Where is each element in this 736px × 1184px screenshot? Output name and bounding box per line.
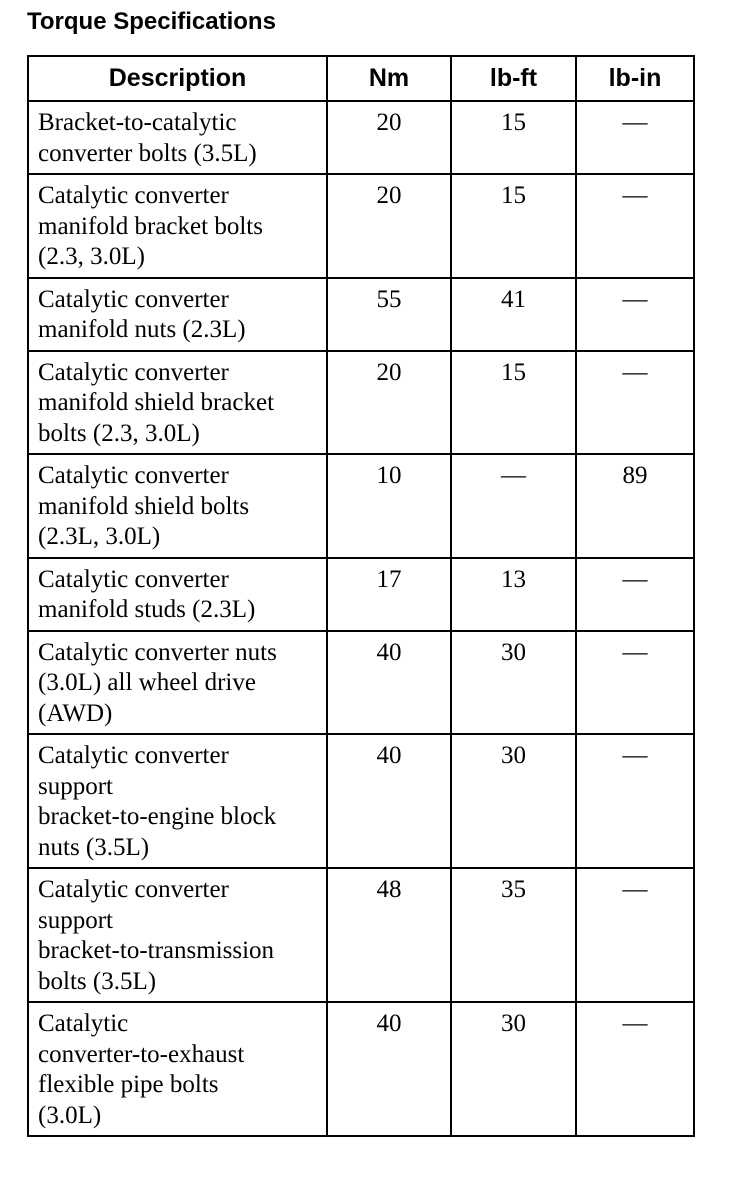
description-line: manifold bracket bolts — [38, 212, 263, 240]
description-line: support — [38, 906, 113, 934]
torque-spec-table — [27, 55, 695, 1137]
description-line: manifold studs (2.3L) — [38, 596, 256, 623]
lbft-cell: 13 — [451, 558, 576, 631]
description-line: nuts (3.5L) — [38, 833, 150, 861]
nm-cell: 20 — [327, 101, 451, 174]
description-cell — [28, 278, 327, 351]
nm-cell: 20 — [327, 174, 451, 278]
description-line: bolts (2.3, 3.0L) — [38, 419, 200, 447]
description-line: Bracket-to-catalytic — [38, 109, 237, 136]
nm-cell: 17 — [327, 558, 451, 631]
description-line: Catalytic converter — [38, 876, 229, 903]
nm-cell: 20 — [327, 351, 451, 455]
description-line: support — [38, 772, 113, 800]
lbin-cell: — — [576, 734, 694, 868]
description-cell — [28, 734, 327, 868]
description-line: Catalytic converter — [38, 358, 229, 386]
lbin-cell: — — [576, 278, 694, 351]
lbft-cell: 15 — [451, 351, 576, 455]
table-row — [28, 734, 694, 868]
description-line: manifold nuts (2.3L) — [38, 316, 246, 343]
description-line: Catalytic converter — [38, 462, 229, 489]
description-line: (2.3L, 3.0L) — [38, 523, 161, 550]
description-line: converter-to-exhaust — [38, 1040, 245, 1068]
table-row — [28, 351, 694, 455]
lbft-cell: 30 — [451, 1002, 576, 1136]
description-line: (2.3, 3.0L) — [38, 243, 145, 270]
description-cell — [28, 1002, 327, 1136]
description-cell — [28, 631, 327, 735]
description-line: Catalytic — [38, 1010, 129, 1037]
description-line: bolts (3.5L) — [38, 967, 157, 995]
description-line: manifold shield bracket — [38, 389, 275, 416]
description-cell — [28, 351, 327, 455]
lbin-cell: — — [576, 1002, 694, 1136]
lbft-cell: 41 — [451, 278, 576, 351]
description-cell — [28, 174, 327, 278]
nm-cell: 10 — [327, 454, 451, 558]
description-line: bracket-to-engine block — [38, 803, 277, 830]
table-row — [28, 631, 694, 735]
description-cell — [28, 101, 327, 174]
table-body — [28, 101, 694, 1136]
nm-cell: 48 — [327, 868, 451, 1002]
table-header-row — [28, 56, 694, 101]
lbft-cell: 15 — [451, 174, 576, 278]
description-line: (3.0L) — [38, 1101, 102, 1129]
lbin-cell: — — [576, 868, 694, 1002]
lbft-cell: — — [451, 454, 576, 558]
lbin-cell: 89 — [576, 454, 694, 558]
nm-cell: 40 — [327, 1002, 451, 1136]
description-line: Catalytic converter nuts — [38, 638, 277, 666]
header-lbin: lb-in — [576, 56, 694, 101]
table-row — [28, 278, 694, 351]
description-cell — [28, 558, 327, 631]
lbin-cell: — — [576, 174, 694, 278]
nm-cell: 55 — [327, 278, 451, 351]
table-row — [28, 558, 694, 631]
header-description: Description — [28, 56, 327, 101]
description-line: (AWD) — [38, 699, 113, 727]
description-line: Catalytic converter — [38, 565, 229, 593]
nm-cell: 40 — [327, 734, 451, 868]
description-line: (3.0L) all wheel drive — [38, 669, 256, 696]
lbft-cell: 15 — [451, 101, 576, 174]
description-line: Catalytic converter — [38, 182, 229, 209]
lbin-cell: — — [576, 631, 694, 735]
table-row — [28, 454, 694, 558]
page-title: Torque Specifications — [27, 8, 276, 35]
lbft-cell: 30 — [451, 734, 576, 868]
table-row — [28, 1002, 694, 1136]
table-row — [28, 174, 694, 278]
header-lbft: lb-ft — [451, 56, 576, 101]
lbin-cell: — — [576, 351, 694, 455]
description-line: flexible pipe bolts — [38, 1071, 219, 1098]
nm-cell: 40 — [327, 631, 451, 735]
description-cell — [28, 868, 327, 1002]
table-row — [28, 101, 694, 174]
description-line: converter bolts (3.5L) — [38, 139, 257, 167]
description-line: Catalytic converter — [38, 742, 229, 769]
header-nm: Nm — [327, 56, 451, 101]
description-line: manifold shield bolts — [38, 492, 250, 520]
lbin-cell: — — [576, 558, 694, 631]
lbft-cell: 30 — [451, 631, 576, 735]
lbft-cell: 35 — [451, 868, 576, 1002]
table-row — [28, 868, 694, 1002]
description-cell — [28, 454, 327, 558]
lbin-cell: — — [576, 101, 694, 174]
description-line: bracket-to-transmission — [38, 937, 275, 964]
description-line: Catalytic converter — [38, 285, 229, 313]
